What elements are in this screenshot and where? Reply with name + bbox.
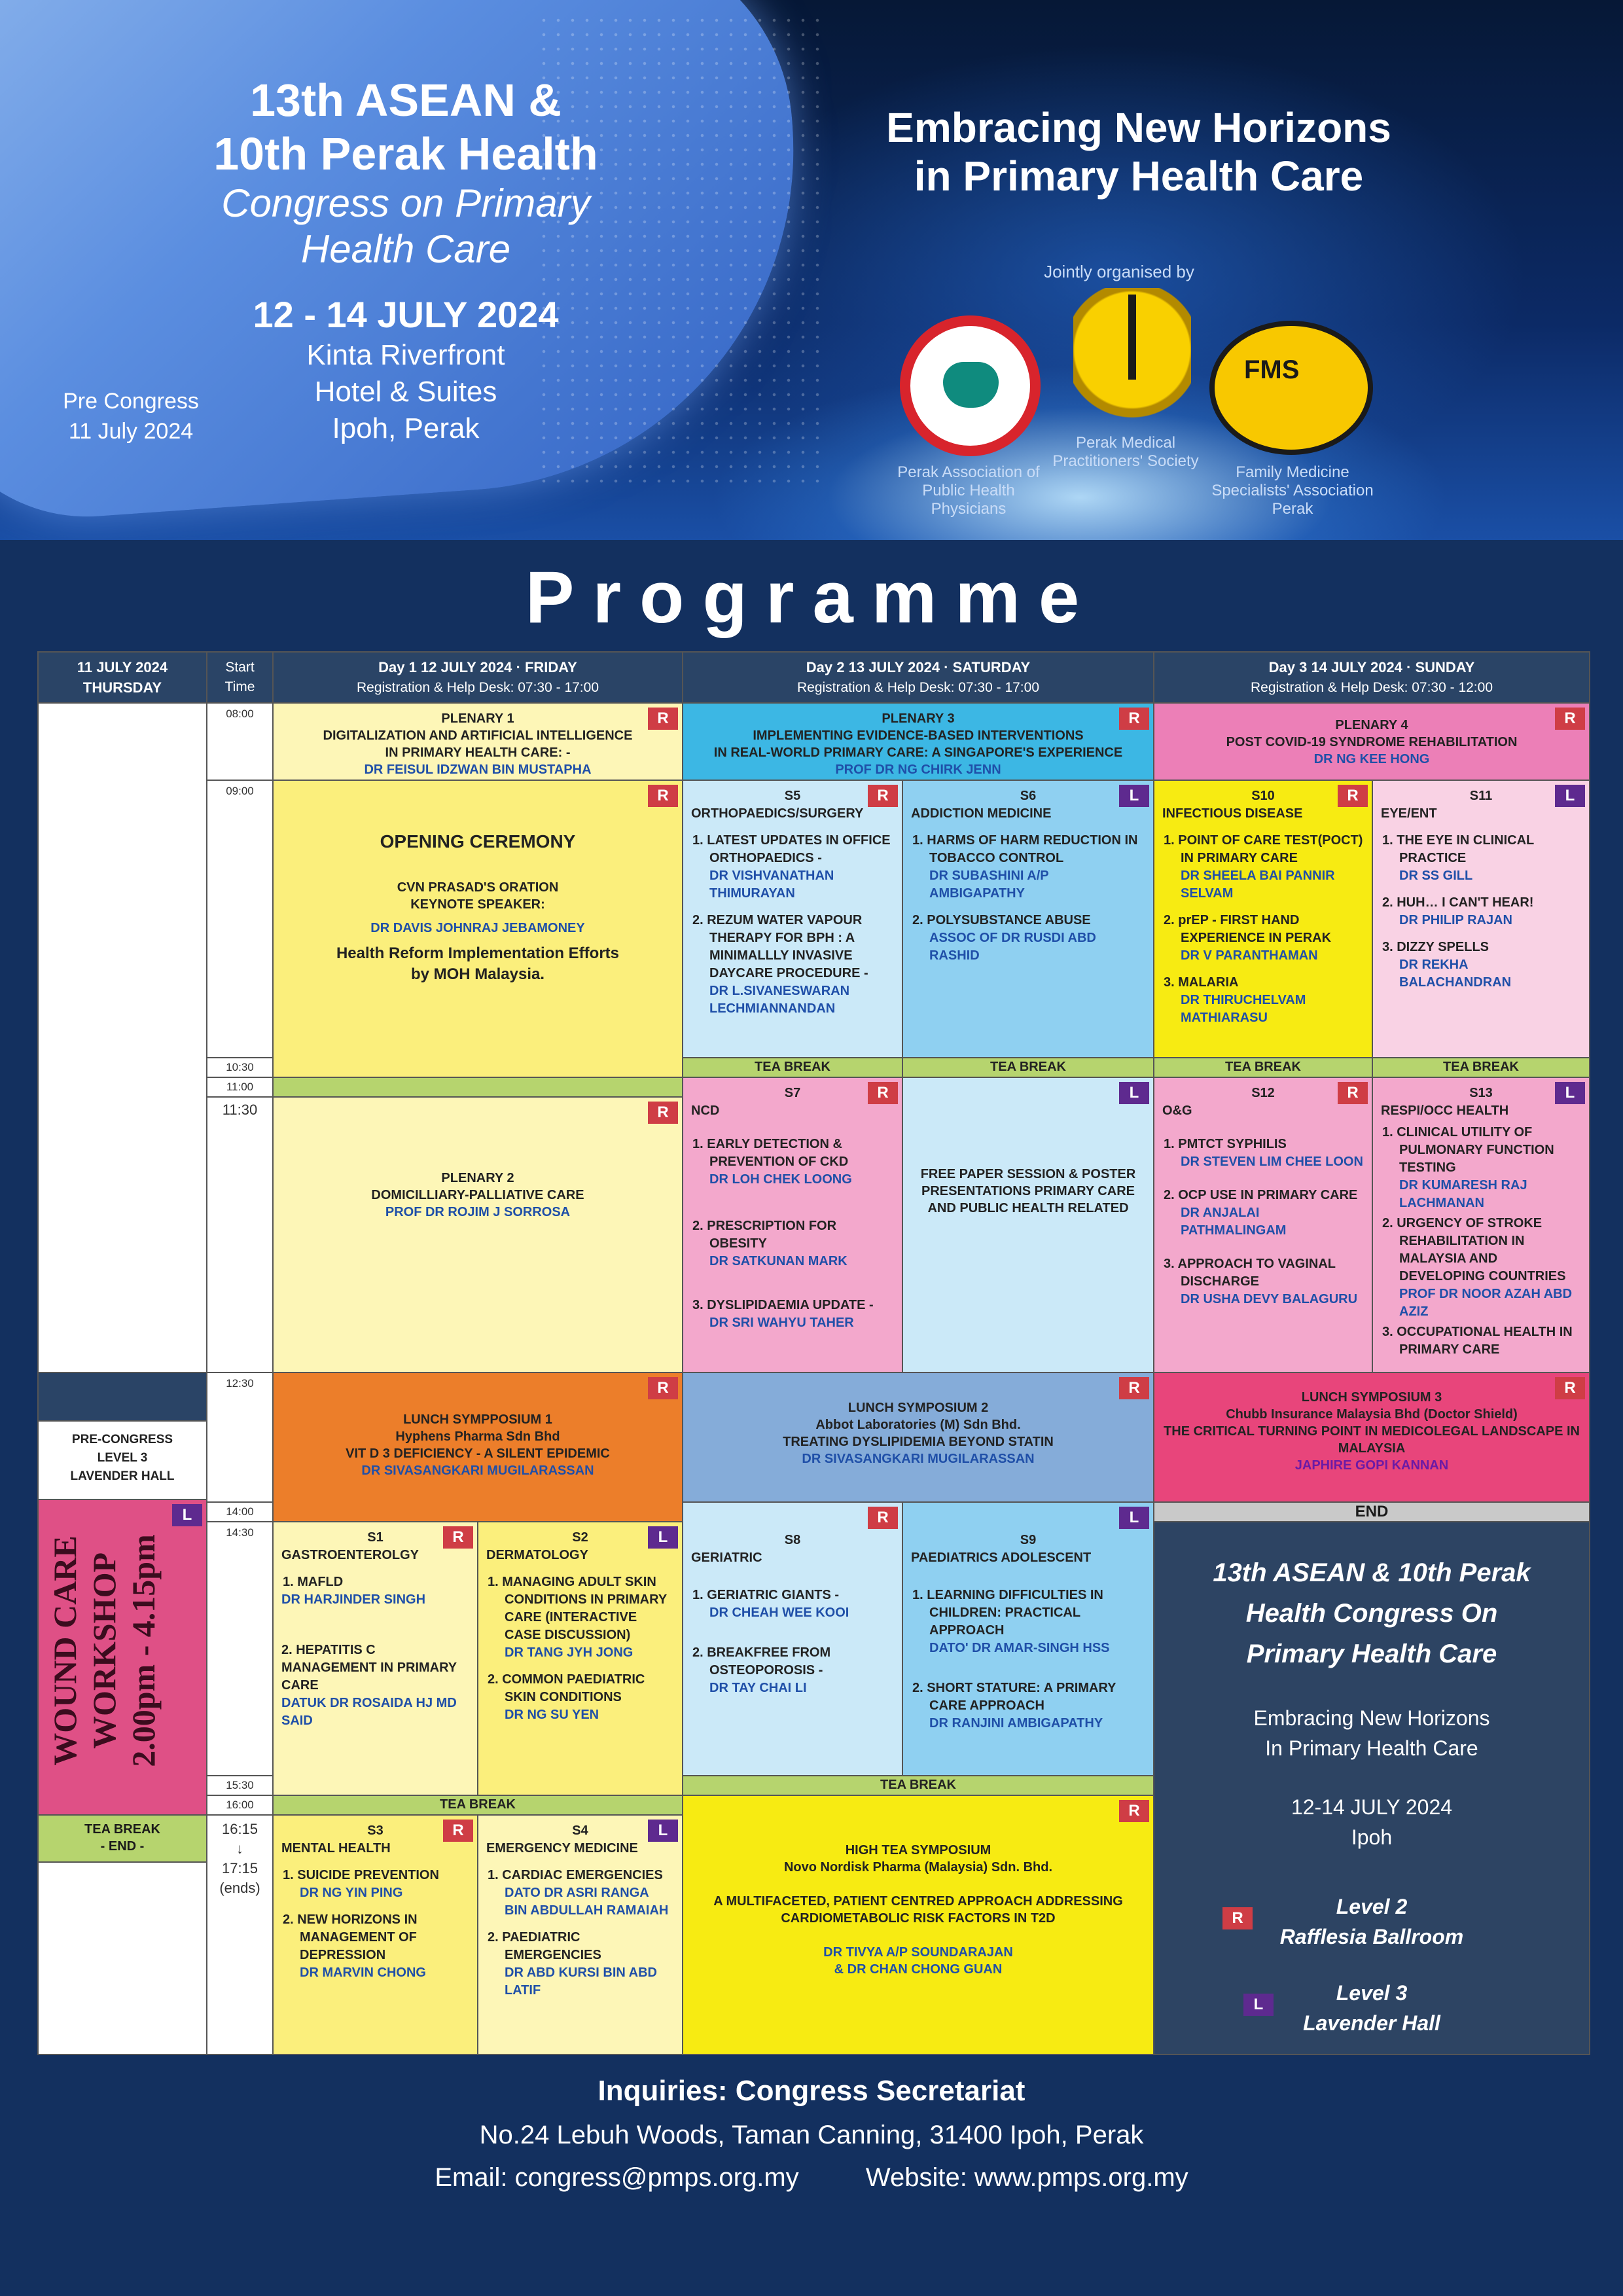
free-paper-session — [902, 1077, 1154, 1373]
header-day3 — [1153, 651, 1590, 704]
speaker: ASSOC OF DR RUSDI ABD RASHID — [929, 931, 1096, 963]
website-link[interactable]: Website: www.pmps.org.my — [865, 2163, 1188, 2192]
time-slot — [206, 780, 274, 1058]
speaker: DR SIVASANGKARI MUGILARASSAN — [802, 1452, 1035, 1466]
talk-title: 2. BREAKFREE FROM OSTEOPOROSIS - — [692, 1645, 831, 1677]
congress-line: 10th Perak Health — [213, 128, 598, 179]
lunch-symposium-1 — [272, 1372, 683, 1522]
session-number: S9 — [1020, 1533, 1037, 1547]
talk-title: 2. COMMON PAEDIATRIC SKIN CONDITIONS — [488, 1672, 645, 1704]
session-topic: AND PUBLIC HEALTH RELATED — [927, 1201, 1129, 1215]
sponsor: Hyphens Pharma Sdn Bhd — [395, 1429, 560, 1444]
speaker: DR TANG JYH JONG — [505, 1645, 633, 1660]
session-topic: CVN PRASAD'S ORATION — [397, 880, 559, 895]
session-number: S7 — [784, 1086, 801, 1100]
info-date: 12-14 JULY 2024 — [1291, 1795, 1453, 1819]
inquiries-title: Inquiries: Congress Secretariat — [597, 2075, 1026, 2107]
time-label: 10:30 — [226, 1061, 254, 1073]
speaker: DR DAVIS JOHNRAJ JEBAMONEY — [370, 921, 585, 935]
talk-title: 2. prEP - FIRST HAND EXPERIENCE IN PERAK — [1164, 913, 1332, 945]
time-slot — [206, 702, 274, 781]
badge-r: R — [1555, 1377, 1585, 1399]
time-slot — [206, 1372, 274, 1503]
speaker: DATUK DR ROSAIDA HJ MD SAID — [281, 1696, 457, 1728]
header-day2 — [682, 651, 1154, 704]
tagline-line: in Primary Health Care — [914, 152, 1364, 200]
header-time: Time — [224, 679, 255, 694]
workshop-title: WORKSHOP — [86, 1552, 122, 1749]
session-topic: CARDIOMETABOLIC RISK FACTORS IN T2D — [781, 1911, 1056, 1926]
papp-logo-icon — [900, 315, 1041, 456]
time-slot — [206, 1795, 274, 1816]
talk-title: 1. MAFLD — [283, 1575, 344, 1589]
pre-congress-level: LEVEL 3 — [97, 1451, 148, 1465]
end-marker: END — [1153, 1501, 1590, 1522]
talk-title: 1. THE EYE IN CLINICAL PRACTICE — [1382, 833, 1534, 865]
badge-r: R — [648, 1102, 678, 1124]
talk-title: 1. GERIATRIC GIANTS - — [692, 1588, 840, 1602]
session-topic: IN PRIMARY HEALTH CARE: - — [385, 745, 571, 760]
talk-title: 1. HARMS OF HARM REDUCTION IN TOBACCO CONTROL — [912, 833, 1138, 865]
time-slot — [206, 1521, 274, 1776]
session-topic: O&G — [1162, 1103, 1192, 1118]
session-number: S5 — [784, 789, 801, 803]
badge-r: R — [1338, 785, 1368, 807]
talk-title: 3. MALARIA — [1164, 975, 1239, 990]
session-topic: TREATING DYSLIPIDEMIA BEYOND STATIN — [783, 1435, 1054, 1449]
talk-title: 1. LATEST UPDATES IN OFFICE ORTHOPAEDICS - — [692, 833, 891, 865]
badge-r: R — [1119, 1377, 1149, 1399]
badge-l: L — [648, 1526, 678, 1549]
pre-congress-hall: LAVENDER HALL — [70, 1469, 175, 1483]
talk-title: 1. PMTCT SYPHILIS — [1164, 1137, 1287, 1151]
speaker: PROF DR ROJIM J SORROSA — [385, 1205, 571, 1219]
header-day-title: Day 2 13 JULY 2024 · SATURDAY — [806, 659, 1031, 675]
talk-title: 1. POINT OF CARE TEST(POCT) IN PRIMARY CARE — [1164, 833, 1363, 865]
time-slot — [206, 1814, 274, 2055]
speaker: DR NG YIN PING — [300, 1886, 403, 1900]
speaker: DR SRI WAHYU TAHER — [709, 1316, 854, 1330]
speaker: DATO DR ASRI RANGA BIN ABDULLAH RAMAIAH — [505, 1886, 669, 1918]
venue-line: Kinta Riverfront — [306, 339, 505, 371]
badge-l: L — [1555, 785, 1585, 807]
session-number: S4 — [572, 1823, 588, 1838]
speaker: JAPHIRE GOPI KANNAN — [1294, 1458, 1449, 1473]
tea-break: TEA BREAK — [1153, 1057, 1373, 1078]
header-registration: Registration & Help Desk: 07:30 - 17:00 — [796, 680, 1040, 695]
session-s11 — [1372, 780, 1590, 1058]
badge-l: L — [1119, 785, 1149, 807]
talk-title: 2. OCP USE IN PRIMARY CARE — [1164, 1188, 1358, 1202]
session-topic: GASTROENTEROLGY — [281, 1548, 419, 1562]
session-s1 — [272, 1521, 478, 1796]
tea-break-label: TEA BREAK — [84, 1822, 160, 1837]
badge-r: R — [443, 1820, 473, 1842]
contact-line — [0, 2163, 1623, 2193]
time-slot — [206, 1501, 274, 1522]
session-topic: EYE/ENT — [1381, 806, 1437, 821]
time-label: 16:00 — [226, 1799, 254, 1811]
wound-care-workshop — [37, 1499, 207, 1816]
speaker: DR CHEAH WEE KOOI — [709, 1605, 849, 1620]
time-slot — [206, 1775, 274, 1796]
badge-l: L — [1243, 1994, 1274, 2016]
plenary-2 — [272, 1096, 683, 1373]
pre-congress-label: Pre Congress — [63, 389, 199, 414]
talk-title: 2. URGENCY OF STROKE REHABILITATION IN MALAYSIA AND DEVELOPING COUNTRIES — [1382, 1216, 1566, 1283]
session-topic: VIT D 3 DEFICIENCY - A SILENT EPIDEMIC — [346, 1446, 610, 1461]
legend-level: Level 3 — [1336, 1981, 1408, 2005]
session-topic: DOMICILLIARY-PALLIATIVE CARE — [371, 1188, 584, 1202]
plenary-4 — [1153, 702, 1590, 781]
session-topic: NCD — [691, 1103, 720, 1118]
speaker: DR REKHA BALACHANDRAN — [1399, 958, 1512, 990]
time-slot — [206, 1057, 274, 1078]
talk-title: 1. CARDIAC EMERGENCIES — [488, 1868, 663, 1882]
session-topic: MENTAL HEALTH — [281, 1841, 391, 1856]
talk-title: 3. DIZZY SPELLS — [1382, 940, 1489, 954]
talk-title: 2. PRESCRIPTION FOR OBESITY — [692, 1219, 837, 1251]
session-topic: Health Reform Implementation Efforts — [336, 944, 620, 962]
tea-break: TEA BREAK — [902, 1057, 1154, 1078]
talk-title: 1. EARLY DETECTION & PREVENTION OF CKD — [692, 1137, 849, 1169]
badge-r: R — [1555, 708, 1585, 730]
session-title: OPENING CEREMONY — [380, 831, 576, 852]
session-s10 — [1153, 780, 1373, 1058]
session-number: S12 — [1251, 1086, 1275, 1100]
speaker: DR FEISUL IDZWAN BIN MUSTAPHA — [364, 762, 592, 777]
badge-r: R — [648, 708, 678, 730]
badge-r: R — [1119, 708, 1149, 730]
header-day1 — [272, 651, 683, 704]
thursday-dark-cell — [37, 1372, 207, 1422]
tea-break: TEA BREAK — [682, 1775, 1154, 1796]
badge-r: R — [1222, 1907, 1253, 1929]
talk-title: 2. NEW HORIZONS IN MANAGEMENT OF DEPRESSION — [283, 1912, 418, 1962]
fmsa-logo-text: FMS — [1244, 355, 1300, 384]
session-topic: PAEDIATRICS ADOLESCENT — [911, 1551, 1092, 1565]
speaker: DR USHA DEVY BALAGURU — [1181, 1292, 1358, 1306]
talk-title: 2. SHORT STATURE: A PRIMARY CARE APPROACH — [912, 1681, 1116, 1713]
speaker: DR VISHVANATHAN THIMURAYAN — [709, 869, 834, 901]
tea-break-end — [37, 1814, 207, 1863]
session-topic: ADDICTION MEDICINE — [911, 806, 1052, 821]
talk-title: 1. MANAGING ADULT SKIN CONDITIONS IN PRIMARY CARE (INTERACTIVE CASE DISCUSSION) — [488, 1575, 667, 1642]
thursday-empty — [37, 1861, 207, 2055]
session-topic: by MOH Malaysia. — [410, 965, 545, 983]
time-slot — [206, 1077, 274, 1098]
session-topic: EMERGENCY MEDICINE — [486, 1841, 638, 1856]
speaker: DR ABD KURSI BIN ABD LATIF — [505, 1965, 657, 1998]
speaker: PROF DR NG CHIRK JENN — [835, 762, 1001, 777]
session-topic: PRESENTATIONS PRIMARY CARE — [921, 1184, 1135, 1198]
speaker: DR MARVIN CHONG — [300, 1965, 426, 1980]
high-tea-symposium — [682, 1795, 1154, 2055]
session-number: S10 — [1251, 789, 1275, 803]
session-topic: IMPLEMENTING EVIDENCE-BASED INTERVENTIONS — [753, 728, 1084, 743]
session-number: S11 — [1469, 789, 1493, 803]
speaker: PROF DR NOOR AZAH ABD AZIZ — [1399, 1287, 1573, 1319]
session-title: LUNCH SYMPOSIUM 3 — [1301, 1390, 1442, 1405]
congress-name — [137, 73, 674, 272]
session-title: PLENARY 1 — [441, 711, 514, 726]
legend-room: Rafflesia Ballroom — [1279, 1925, 1464, 1948]
session-title: HIGH TEA SYMPOSIUM — [845, 1843, 991, 1857]
thursday-empty — [37, 702, 207, 1373]
info-title: Primary Health Care — [1246, 1640, 1497, 1668]
session-s13 — [1372, 1077, 1590, 1373]
speaker: DR TAY CHAI LI — [709, 1681, 807, 1695]
plenary-1 — [272, 702, 683, 781]
badge-l: L — [1119, 1082, 1149, 1104]
session-s7 — [682, 1077, 903, 1373]
time-label: 16:15 — [221, 1821, 259, 1837]
talk-title: 3. APPROACH TO VAGINAL DISCHARGE — [1164, 1257, 1336, 1289]
session-title: PLENARY 2 — [441, 1171, 514, 1185]
speaker: DR NG KEE HONG — [1313, 752, 1430, 766]
time-label: 08:00 — [226, 708, 254, 720]
congress-line: 13th ASEAN & — [250, 75, 562, 126]
session-topic: DIGITALIZATION AND ARTIFICIAL INTELLIGENCE — [323, 728, 633, 743]
time-label: 12:30 — [226, 1377, 254, 1390]
opening-ceremony — [272, 780, 683, 1078]
venue-line: Ipoh, Perak — [332, 412, 480, 444]
session-topic: KEYNOTE SPEAKER: — [410, 897, 545, 912]
org-caption: Perak Medical Practitioners' Society — [1052, 434, 1199, 470]
lunch-symposium-3 — [1153, 1372, 1590, 1503]
session-number: S3 — [367, 1823, 383, 1838]
speaker: DR SUBASHINI A/P AMBIGAPATHY — [929, 869, 1049, 901]
badge-l: L — [1555, 1082, 1585, 1104]
talk-title: 1. LEARNING DIFFICULTIES IN CHILDREN: PRACTICAL APPROACH — [912, 1588, 1103, 1638]
info-city: Ipoh — [1351, 1825, 1393, 1849]
session-s8 — [682, 1501, 903, 1776]
arrow-down-icon: ↓ — [236, 1840, 243, 1857]
congress-line: Congress on Primary — [221, 181, 590, 225]
badge-r: R — [443, 1526, 473, 1549]
badge-l: L — [1119, 1507, 1149, 1529]
session-topic: INFECTIOUS DISEASE — [1162, 806, 1303, 821]
org-caption: Perak Association of Public Health Physicians — [897, 463, 1040, 518]
time-label: 15:30 — [226, 1779, 254, 1791]
org-caption: Family Medicine Specialists' Association Perak — [1211, 463, 1374, 518]
session-topic: IN REAL-WORLD PRIMARY CARE: A SINGAPORE'S EXPERIENCE — [713, 745, 1123, 760]
session-title: LUNCH SYMPPOSIUM 1 — [403, 1412, 552, 1427]
badge-r: R — [868, 785, 898, 807]
congress-dates: 12 - 14 JULY 2024 — [253, 294, 559, 335]
speaker: DATO' DR AMAR-SINGH HSS — [929, 1641, 1110, 1655]
pmps-logo-icon — [1073, 288, 1191, 425]
badge-r: R — [1119, 1800, 1149, 1822]
talk-title: 1. CLINICAL UTILITY OF PULMONARY FUNCTION TESTING — [1382, 1125, 1554, 1175]
programme-title: Programme — [525, 556, 1098, 638]
info-tagline: In Primary Health Care — [1265, 1736, 1478, 1760]
session-title: PLENARY 3 — [882, 711, 955, 726]
badge-r: R — [1338, 1082, 1368, 1104]
legend-level: Level 2 — [1336, 1895, 1408, 1918]
header-registration: Registration & Help Desk: 07:30 - 12:00 — [1250, 680, 1493, 695]
header-registration: Registration & Help Desk: 07:30 - 17:00 — [356, 680, 599, 695]
pre-congress-label: PRE-CONGRESS — [71, 1433, 173, 1446]
address: No.24 Lebuh Woods, Taman Canning, 31400 Ipoh, Perak — [479, 2121, 1144, 2149]
lunch-symposium-2 — [682, 1372, 1154, 1522]
header-date: 11 JULY 2024 — [77, 659, 168, 675]
speaker: & DR CHAN CHONG GUAN — [834, 1962, 1003, 1977]
session-title: LUNCH SYMPOSIUM 2 — [847, 1401, 989, 1415]
email-link[interactable]: Email: congress@pmps.org.my — [435, 2163, 799, 2192]
speaker: DR NG SU YEN — [505, 1708, 599, 1722]
pre-congress-cell — [37, 1420, 207, 1500]
info-title: Health Congress On — [1245, 1599, 1498, 1628]
congress-line: Health Care — [300, 227, 511, 271]
speaker: DR SATKUNAN MARK — [709, 1254, 847, 1268]
time-label: 17:15 — [221, 1860, 259, 1876]
time-label: 09:00 — [226, 785, 254, 797]
talk-title: 2. PAEDIATRIC EMERGENCIES — [488, 1930, 601, 1962]
talk-title: 3. DYSLIPIDAEMIA UPDATE - — [692, 1298, 874, 1312]
congress-info-card — [1153, 1521, 1590, 2055]
workshop-time: 2.00pm - 4.15pm — [125, 1534, 162, 1767]
banner — [0, 0, 1623, 540]
badge-r: R — [648, 785, 678, 807]
sponsor: Novo Nordisk Pharma (Malaysia) Sdn. Bhd. — [783, 1860, 1053, 1874]
session-s9 — [902, 1501, 1154, 1776]
sponsor: Abbot Laboratories (M) Sdn Bhd. — [815, 1418, 1021, 1432]
badge-r: R — [648, 1377, 678, 1399]
legend-room: Lavender Hall — [1303, 2011, 1440, 2035]
badge-l: L — [648, 1820, 678, 1842]
tea-break: TEA BREAK — [272, 1795, 683, 1816]
tea-break: TEA BREAK — [1372, 1057, 1590, 1078]
speaker: DR SHEELA BAI PANNIR SELVAM — [1181, 869, 1335, 901]
venue-line: Hotel & Suites — [314, 376, 497, 408]
pre-congress-date: 11 July 2024 — [68, 419, 194, 444]
tagline — [812, 103, 1466, 200]
speaker: DR SS GILL — [1399, 869, 1473, 883]
session-topic: ORTHOPAEDICS/SURGERY — [691, 806, 864, 821]
session-s2 — [477, 1521, 683, 1796]
info-title: 13th ASEAN & 10th Perak — [1213, 1558, 1531, 1587]
speaker: DR THIRUCHELVAM MATHIARASU — [1181, 993, 1306, 1025]
session-topic: DERMATOLOGY — [486, 1548, 588, 1562]
session-topic: GERIATRIC — [691, 1551, 762, 1565]
badge-l: L — [172, 1504, 202, 1526]
session-number: S2 — [572, 1530, 588, 1545]
badge-r: R — [868, 1082, 898, 1104]
time-label: 11:30 — [222, 1102, 258, 1118]
speaker: DR RANJINI AMBIGAPATHY — [929, 1716, 1103, 1731]
time-slot — [206, 1096, 274, 1373]
time-label: 14:30 — [226, 1526, 254, 1539]
header-day-title: Day 1 12 JULY 2024 · FRIDAY — [378, 659, 577, 675]
talk-title: 2. HUH… I CAN'T HEAR! — [1382, 895, 1534, 910]
session-topic: A MULTIFACETED, PATIENT CENTRED APPROACH ADDRESSING — [713, 1894, 1123, 1909]
speaker: DR HARJINDER SINGH — [281, 1592, 426, 1607]
talk-title: 2. HEPATITIS C MANAGEMENT IN PRIMARY CARE — [281, 1643, 457, 1693]
tagline-line: Embracing New Horizons — [886, 104, 1391, 151]
sponsor: Chubb Insurance Malaysia Bhd (Doctor Shield) — [1226, 1407, 1518, 1422]
session-number: S1 — [367, 1530, 383, 1545]
session-number: S8 — [784, 1533, 801, 1547]
talk-title: 3. OCCUPATIONAL HEALTH IN PRIMARY CARE — [1382, 1325, 1573, 1357]
plenary-3 — [682, 702, 1154, 781]
speaker: DR SIVASANGKARI MUGILARASSAN — [361, 1463, 594, 1478]
time-label: (ends) — [219, 1880, 260, 1896]
session-topic: RESPI/OCC HEALTH — [1381, 1103, 1509, 1118]
session-number: S6 — [1020, 789, 1037, 803]
session-s4 — [477, 1814, 683, 2055]
header-start-time — [206, 651, 274, 704]
session-title: PLENARY 4 — [1335, 718, 1408, 732]
workshop-title: WOUND CARE — [46, 1535, 83, 1766]
footer — [0, 2075, 1623, 2193]
speaker: DR LOH CHEK LOONG — [709, 1172, 852, 1187]
talk-title: 2. REZUM WATER VAPOUR THERAPY FOR BPH : A MINIMALLLY INVASIVE DAYCARE PROCEDURE - — [692, 913, 868, 980]
speaker: DR STEVEN LIM CHEE LOON — [1181, 1155, 1363, 1169]
speaker: DR V PARANTHAMAN — [1181, 948, 1318, 963]
info-tagline: Embracing New Horizons — [1253, 1706, 1490, 1730]
fmsa-logo-icon — [1209, 321, 1373, 455]
session-topic: THE CRITICAL TURNING POINT IN MEDICOLEGAL LANDSCAPE IN MALAYSIA — [1164, 1424, 1580, 1456]
speaker: DR L.SIVANESWARAN LECHMIANNANDAN — [709, 984, 850, 1016]
session-s6 — [902, 780, 1154, 1058]
tea-break: TEA BREAK — [682, 1057, 903, 1078]
speaker: DR TIVYA A/P SOUNDARAJAN — [823, 1945, 1013, 1960]
end-label: - END - — [100, 1839, 145, 1854]
speaker: DR ANJALAI PATHMALINGAM — [1181, 1206, 1287, 1238]
legend-r — [1162, 1892, 1581, 1952]
speaker: DR KUMARESH RAJ LACHMANAN — [1399, 1178, 1527, 1210]
speaker: DR PHILIP RAJAN — [1399, 913, 1512, 927]
time-label: 14:00 — [226, 1505, 254, 1518]
legend-l — [1162, 1978, 1581, 2038]
pre-congress-note — [33, 386, 229, 446]
header-start: Start — [225, 660, 255, 675]
badge-r: R — [868, 1507, 898, 1529]
session-topic: FREE PAPER SESSION & POSTER — [920, 1167, 1136, 1181]
session-number: S13 — [1469, 1086, 1493, 1100]
header-thursday — [37, 651, 207, 704]
tea-break-gap — [272, 1077, 683, 1098]
jointly-organised: Jointly organised by — [1044, 262, 1194, 281]
session-s5 — [682, 780, 903, 1058]
talk-title: 2. POLYSUBSTANCE ABUSE — [912, 913, 1091, 927]
header-day: THURSDAY — [82, 679, 162, 696]
session-s12 — [1153, 1077, 1373, 1373]
session-s3 — [272, 1814, 478, 2055]
time-label: 11:00 — [226, 1081, 254, 1093]
talk-title: 1. SUICIDE PREVENTION — [283, 1868, 439, 1882]
session-topic: POST COVID-19 SYNDROME REHABILITATION — [1226, 735, 1518, 749]
header-day-title: Day 3 14 JULY 2024 · SUNDAY — [1268, 659, 1475, 675]
